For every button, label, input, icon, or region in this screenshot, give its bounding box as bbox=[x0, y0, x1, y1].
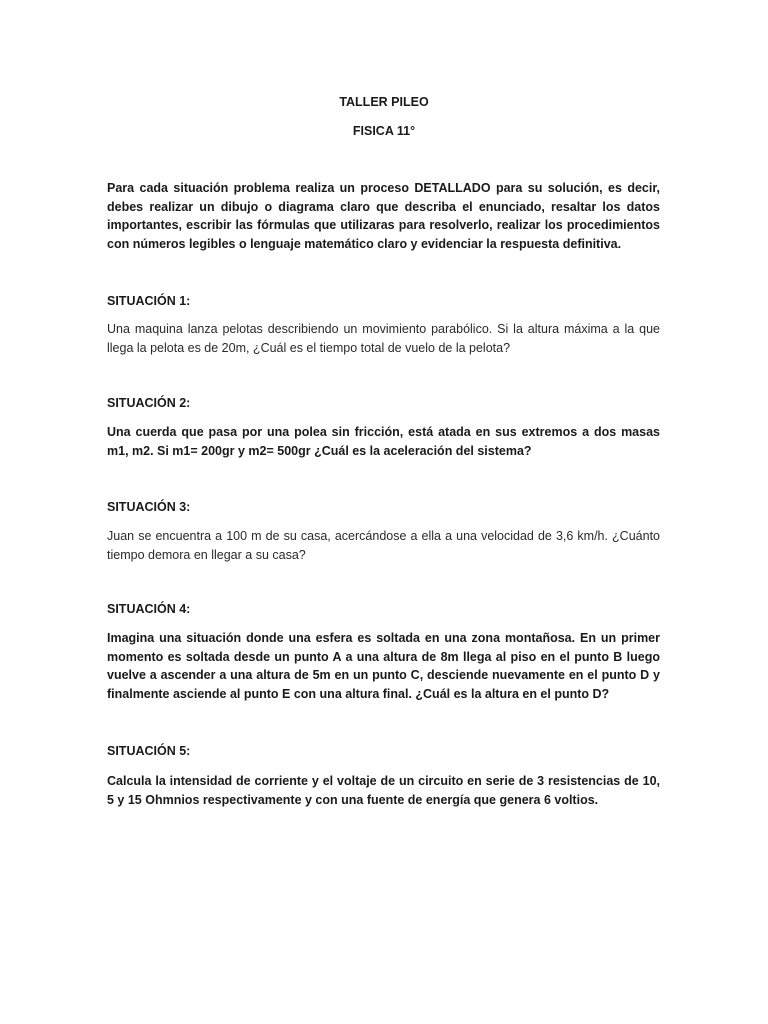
instructions-paragraph bbox=[107, 179, 660, 253]
instructions-text-end: para su solución, es decir, debes realizar un dibujo o diagrama claro que describa el enunciado, resaltar los datos importantes, escribir las fórmulas que utilizaras para resolverlo, realizar los procedimientos con números legibles o lenguaje matemático claro y evidenciar la respuesta definitiva. bbox=[107, 181, 660, 251]
situation-3-heading: SITUACIÓN 3: bbox=[107, 500, 191, 514]
situation-4-heading: SITUACIÓN 4: bbox=[107, 602, 191, 616]
instructions-emphasis: DETALLADO bbox=[414, 181, 491, 195]
situation-3-text: Juan se encuentra a 100 m de su casa, acercándose a ella a una velocidad de 3,6 km/h. ¿Cuánto tiempo demora en llegar a su casa? bbox=[107, 529, 660, 562]
document-title: TALLER PILEO bbox=[339, 95, 429, 109]
situation-2-heading: SITUACIÓN 2: bbox=[107, 396, 191, 410]
situation-4-text: Imagina una situación donde una esfera es soltada en una zona montañosa. En un primer momento es soltada desde un punto A a una altura de 8m llega al piso en el punto B luego vuelve a ascender a una altura de 5m en un punto C, desciende nuevamente en el punto D y finalmente asciende al punto E con una altura final. ¿Cuál es la altura en el punto D? bbox=[107, 631, 660, 701]
situation-2-text: Una cuerda que pasa por una polea sin fricción, está atada en sus extremos a dos masas m1, m2. Si m1= 200gr y m2= 500gr ¿Cuál es la aceleración del sistema? bbox=[107, 425, 660, 458]
document-subtitle: FISICA 11° bbox=[352, 124, 416, 138]
situation-1-text: Una maquina lanza pelotas describiendo un movimiento parabólico. Si la altura máxima a la que llega la pelota es de 20m, ¿Cuál es el tiempo total de vuelo de la pelota? bbox=[107, 322, 660, 355]
situation-5-text: Calcula la intensidad de corriente y el voltaje de un circuito en serie de 3 resistencias de 10, 5 y 15 Ohmnios respectivamente y con una fuente de energía que genera 6 voltios. bbox=[107, 774, 660, 807]
situation-1-heading: SITUACIÓN 1: bbox=[107, 294, 191, 308]
instructions-text-start: Para cada situación problema realiza un proceso bbox=[107, 181, 415, 195]
situation-5-heading: SITUACIÓN 5: bbox=[107, 744, 191, 758]
